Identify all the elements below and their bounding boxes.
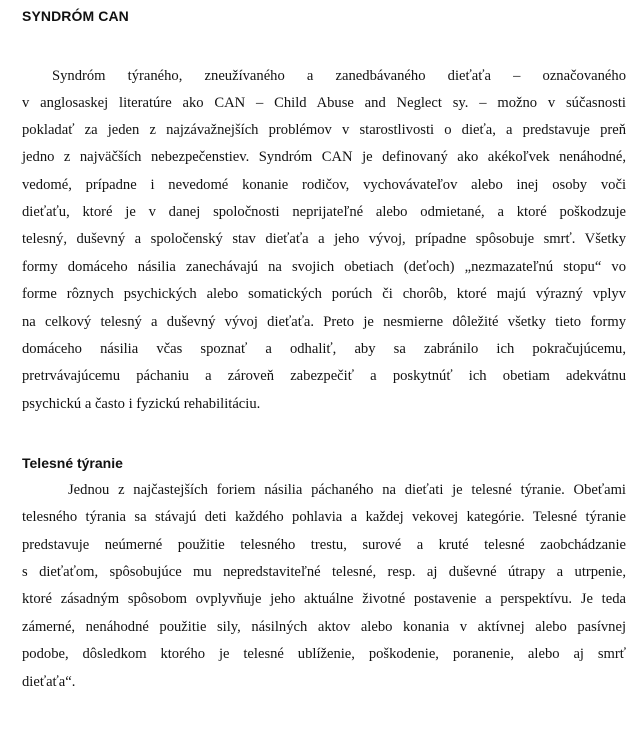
text-line: s dieťaťom, spôsobujúce mu nepredstaviteľné telesné, resp. aj duševné útrapy a utrpenie, <box>22 564 626 580</box>
text-line: jedno z najväčších nebezpečenstiev. Syndróm CAN je definovaný ako akékoľvek nenáhodné, <box>22 149 626 165</box>
text-line: podobe, dôsledkom ktorého je telesné ublíženie, poškodenie, poranenie, alebo aj smrť <box>22 646 626 662</box>
text-line: telesný, duševný a spoločenský stav dieťaťa a jeho vývoj, prípadne spôsobuje smrť. Všetky <box>22 231 626 247</box>
text-line: dieťaťu, ktoré je v danej spoločnosti neprijateľné alebo odmietané, a ktoré poškodzuje <box>22 204 626 220</box>
section-heading-telesne-tyranie: Telesné týranie <box>22 455 123 471</box>
text-line: na celkový telesný a duševný vývoj dieťaťa. Preto je nesmierne dôležité všetky tieto formy <box>22 314 626 330</box>
text-line: psychickú a často i fyzickú rehabilitáciu. <box>22 396 261 412</box>
text-line: pretrvávajúcemu páchaniu a zároveň zabezpečiť a poskytnúť ich obetiam adekvátnu <box>22 368 626 384</box>
text-line: ktoré zásadným spôsobom ovplyvňuje jeho aktuálne životné postavenie a perspektívu. Je teda <box>22 591 626 607</box>
text-line: dieťaťa“. <box>22 674 76 690</box>
text-line: v anglosaskej literatúre ako CAN – Child Abuse and Neglect sy. – možno v súčasnosti <box>22 95 626 111</box>
text-line: telesného týrania sa stávajú deti každého pohlavia a každej vekovej kategórie. Telesné týranie <box>22 509 626 525</box>
text-line: formy domáceho násilia zanechávajú na svojich obetiach (deťoch) „nezmazateľnú stopu“ vo <box>22 259 626 275</box>
text-line: Jednou z najčastejších foriem násilia páchaného na dieťati je telesné týranie. Obeťami <box>68 482 626 498</box>
text-line: domáceho násilia včas spoznať a odhaliť, aby sa zabránilo ich pokračujúcemu, <box>22 341 626 357</box>
text-line: Syndróm týraného, zneužívaného a zanedbávaného dieťaťa – označovaného <box>52 68 626 84</box>
text-line: forme rôznych psychických alebo somatických porúch či chorôb, ktoré majú výrazný vplyv <box>22 286 626 302</box>
text-line: zámerné, nenáhodné použitie sily, násilných aktov alebo konania v aktívnej alebo pasívnej <box>22 619 626 635</box>
document-title: SYNDRÓM CAN <box>22 8 129 24</box>
text-line: vedomé, prípadne i nevedomé konanie rodičov, vychovávateľov alebo inej osoby voči <box>22 177 626 193</box>
text-line: predstavuje neúmerné použitie telesného trestu, surové a kruté telesné zaobchádzanie <box>22 537 626 553</box>
text-line: pokladať za jeden z najzávažnejších problémov v starostlivosti o dieťa, a predstavuje preň <box>22 122 626 138</box>
